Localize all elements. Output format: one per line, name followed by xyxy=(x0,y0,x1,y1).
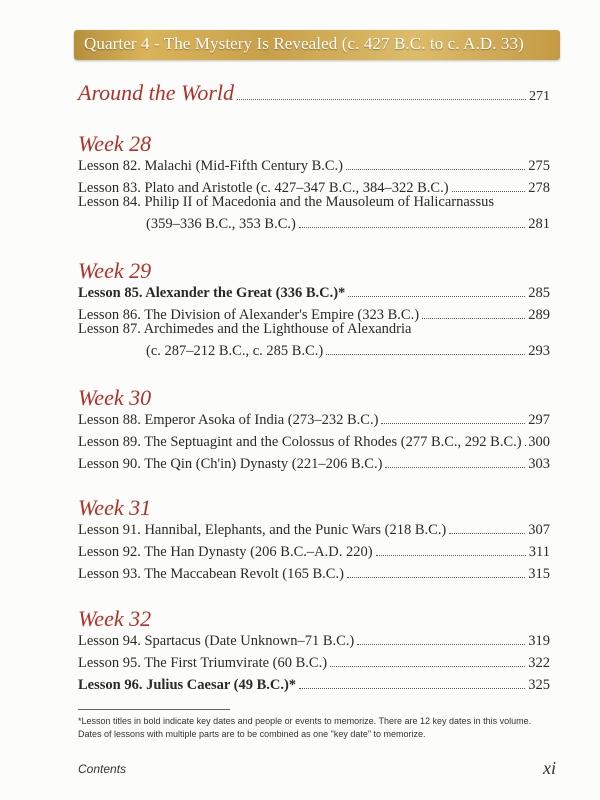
lesson-94-entry[interactable] xyxy=(78,633,550,650)
leader-dots xyxy=(376,555,526,556)
leader-dots xyxy=(381,423,525,424)
leader-dots xyxy=(449,533,525,534)
lesson-title: Lesson 92. The Han Dynasty (206 B.C.–A.D. 220) xyxy=(78,544,373,560)
leader-dots xyxy=(237,99,526,100)
footnote-line-1: *Lesson titles in bold indicate key dates and people or events to memorize. There are 12 key dates in this volume. xyxy=(78,716,532,726)
lesson-88-entry[interactable] xyxy=(78,412,550,429)
leader-dots xyxy=(385,467,525,468)
lesson-page: 300 xyxy=(528,434,550,450)
lesson-95-entry[interactable] xyxy=(78,655,550,672)
lesson-page: 303 xyxy=(528,456,550,472)
lesson-title-continued: (c. 287–212 B.C., c. 285 B.C.) xyxy=(146,343,324,359)
lesson-page: 285 xyxy=(528,285,550,301)
lesson-title: Lesson 82. Malachi (Mid-Fifth Century B.C.) xyxy=(78,158,344,174)
lesson-page: 307 xyxy=(528,522,550,538)
lesson-84-entry[interactable] xyxy=(146,216,550,233)
lesson-page: 289 xyxy=(528,307,550,323)
around-the-world-title: Around the World xyxy=(78,80,235,105)
week-30-heading: Week 30 xyxy=(78,385,152,410)
lesson-title: Lesson 95. The First Triumvirate (60 B.C.) xyxy=(78,655,328,671)
leader-dots xyxy=(330,666,525,667)
footnote-rule xyxy=(78,709,230,710)
lesson-93-entry[interactable] xyxy=(78,566,550,583)
lesson-92-entry[interactable] xyxy=(78,544,550,561)
around-the-world-entry[interactable] xyxy=(78,80,550,106)
lesson-title: Lesson 83. Plato and Aristotle (c. 427–347 B.C., 384–322 B.C.) xyxy=(78,180,449,196)
lesson-title: Lesson 90. The Qin (Ch'in) Dynasty (221–206 B.C.) xyxy=(78,456,383,472)
leader-dots xyxy=(346,169,525,170)
leader-dots xyxy=(347,577,525,578)
lesson-91-entry[interactable] xyxy=(78,522,550,539)
lesson-title: Lesson 88. Emperor Asoka of India (273–232 B.C.) xyxy=(78,412,379,428)
footnote-line-2: Dates of lessons with multiple parts are to be combined as one "key date" to memorize. xyxy=(78,729,426,739)
lesson-85-entry[interactable] xyxy=(78,285,550,302)
lesson-page: 311 xyxy=(528,544,550,560)
quarter-banner xyxy=(74,30,560,60)
around-the-world-page: 271 xyxy=(529,89,550,104)
leader-dots xyxy=(299,688,525,689)
week-28-heading: Week 28 xyxy=(78,131,152,156)
lesson-title: Lesson 93. The Maccabean Revolt (165 B.C.) xyxy=(78,566,344,582)
page-number: xi xyxy=(543,758,556,778)
leader-dots xyxy=(326,354,525,355)
lesson-title: Lesson 91. Hannibal, Elephants, and the Punic Wars (218 B.C.) xyxy=(78,522,447,538)
lesson-page: 275 xyxy=(528,158,550,174)
footer-label: Contents xyxy=(78,762,127,776)
leader-dots xyxy=(452,191,526,192)
lesson-90-entry[interactable] xyxy=(78,456,550,473)
lesson-page: 325 xyxy=(528,677,550,693)
lesson-page: 281 xyxy=(528,216,550,232)
week-29-heading: Week 29 xyxy=(78,258,152,283)
lesson-page: 278 xyxy=(528,180,550,196)
lesson-87-title[interactable]: Lesson 87. Archimedes and the Lighthouse of Alexandria xyxy=(78,321,412,337)
lesson-title: Lesson 89. The Septuagint and the Colossus of Rhodes (277 B.C., 292 B.C.) xyxy=(78,434,522,450)
lesson-82-entry[interactable] xyxy=(78,158,550,175)
lesson-title-continued: (359–336 B.C., 353 B.C.) xyxy=(146,216,296,232)
lesson-96-entry[interactable] xyxy=(78,677,550,694)
lesson-87-entry[interactable] xyxy=(146,343,550,360)
leader-dots xyxy=(348,296,525,297)
lesson-page: 315 xyxy=(528,566,550,582)
lesson-page: 322 xyxy=(528,655,550,671)
lesson-84-title[interactable]: Lesson 84. Philip II of Macedonia and the Mausoleum of Halicarnassus xyxy=(78,194,494,210)
lesson-page: 319 xyxy=(528,633,550,649)
lesson-title: Lesson 86. The Division of Alexander's Empire (323 B.C.) xyxy=(78,307,420,323)
quarter-title: Quarter 4 - The Mystery Is Revealed (c. 427 B.C. to c. A.D. 33) xyxy=(84,34,524,53)
week-31-heading: Week 31 xyxy=(78,495,152,520)
lesson-page: 293 xyxy=(528,343,550,359)
week-32-heading: Week 32 xyxy=(78,606,152,631)
lesson-page: 297 xyxy=(528,412,550,428)
leader-dots xyxy=(525,445,526,446)
lesson-title: Lesson 96. Julius Caesar (49 B.C.)* xyxy=(78,677,297,693)
leader-dots xyxy=(422,318,525,319)
lesson-title: Lesson 85. Alexander the Great (336 B.C.)* xyxy=(78,285,346,301)
leader-dots xyxy=(299,227,525,228)
leader-dots xyxy=(357,644,525,645)
lesson-title: Lesson 94. Spartacus (Date Unknown–71 B.C.) xyxy=(78,633,355,649)
lesson-89-entry[interactable] xyxy=(78,434,550,451)
